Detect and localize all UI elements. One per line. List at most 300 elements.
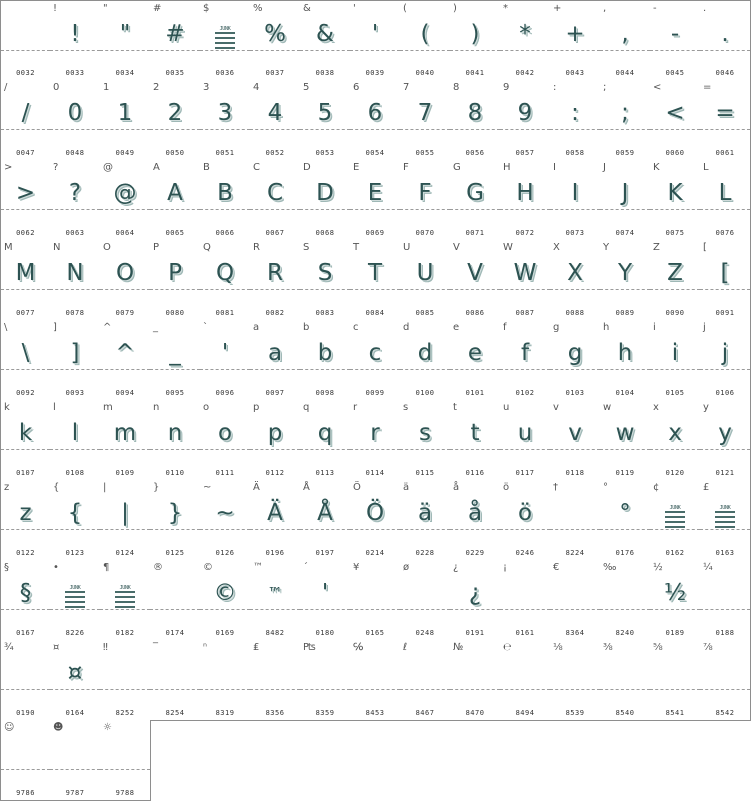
font-glyph: ; <box>621 100 629 126</box>
font-glyph: ¤ <box>67 660 83 686</box>
code-point-label: 8540 <box>615 709 635 717</box>
font-glyph: @ <box>113 180 137 206</box>
baseline-guide <box>150 129 200 130</box>
glyph-cell[interactable] <box>0 720 51 801</box>
baseline-guide <box>550 449 600 450</box>
glyph-cell[interactable] <box>150 0 201 81</box>
reference-character: a <box>253 322 260 333</box>
code-point-label: 8364 <box>565 629 585 637</box>
glyph-cell[interactable] <box>600 400 651 481</box>
glyph-cell[interactable] <box>50 240 101 321</box>
glyph-cell[interactable] <box>50 0 101 81</box>
glyph-cell[interactable] <box>50 560 101 641</box>
glyph-cell[interactable] <box>700 160 751 241</box>
glyph-cell[interactable] <box>0 240 51 321</box>
glyph-cell[interactable] <box>650 160 701 241</box>
glyph-cell[interactable] <box>200 0 251 81</box>
glyph-cell[interactable] <box>150 320 201 401</box>
font-glyph: | <box>121 500 129 526</box>
baseline-guide <box>50 129 100 130</box>
reference-character: ⁿ <box>203 642 207 653</box>
glyph-cell[interactable] <box>400 480 451 561</box>
baseline-guide <box>600 289 650 290</box>
baseline-guide <box>650 129 700 130</box>
code-point-label: 0079 <box>115 309 135 317</box>
glyph-cell[interactable] <box>400 0 451 81</box>
code-point-label: 0191 <box>465 629 485 637</box>
baseline-guide <box>50 209 100 210</box>
baseline-guide <box>600 449 650 450</box>
code-point-label: 0043 <box>565 69 585 77</box>
code-point-label: 0056 <box>465 149 485 157</box>
glyph-cell[interactable] <box>500 160 551 241</box>
glyph-cell[interactable] <box>700 640 751 721</box>
reference-character: 9 <box>503 82 510 93</box>
reference-character: E <box>353 162 360 173</box>
glyph-cell[interactable] <box>550 640 601 721</box>
code-point-label: 0073 <box>565 229 585 237</box>
glyph-cell[interactable] <box>50 80 101 161</box>
code-point-label: 0042 <box>515 69 535 77</box>
code-point-label: 0121 <box>715 469 735 477</box>
glyph-cell[interactable] <box>350 640 401 721</box>
reference-character: R <box>253 242 260 253</box>
font-glyph: U <box>416 260 434 286</box>
glyph-cell[interactable] <box>600 640 651 721</box>
glyph-cell[interactable] <box>450 160 501 241</box>
glyph-cell[interactable] <box>600 0 651 81</box>
missing-glyph-icon <box>665 505 685 531</box>
font-glyph: 8 <box>467 100 483 126</box>
glyph-cell[interactable] <box>700 240 751 321</box>
glyph-cell[interactable] <box>150 640 201 721</box>
code-point-label: 0167 <box>16 629 35 637</box>
code-point-label: 0189 <box>665 629 685 637</box>
code-point-label: 0086 <box>465 309 485 317</box>
font-glyph: w <box>615 420 635 446</box>
code-point-label: 0065 <box>165 229 185 237</box>
glyph-cell[interactable] <box>100 160 151 241</box>
code-point-label: 0169 <box>215 629 235 637</box>
code-point-label: 0091 <box>715 309 735 317</box>
code-point-label: 8224 <box>565 549 585 557</box>
font-glyph: H <box>516 180 534 206</box>
glyph-cell[interactable] <box>350 400 401 481</box>
reference-character: D <box>303 162 311 173</box>
code-point-label: 0048 <box>65 149 85 157</box>
code-point-label: 0037 <box>265 69 285 77</box>
glyph-cell[interactable] <box>700 320 751 401</box>
reference-character: @ <box>103 162 113 173</box>
reference-character: : <box>553 82 557 93</box>
font-glyph: ] <box>70 340 80 366</box>
reference-character: = <box>703 82 712 93</box>
font-glyph: q <box>317 420 333 446</box>
glyph-cell[interactable] <box>250 640 301 721</box>
font-glyph: z <box>19 500 32 526</box>
glyph-cell[interactable] <box>400 400 451 481</box>
code-point-label: 0105 <box>665 389 685 397</box>
baseline-guide <box>550 369 600 370</box>
glyph-cell[interactable] <box>300 80 351 161</box>
reference-character: * <box>503 3 508 14</box>
glyph-cell[interactable] <box>400 240 451 321</box>
glyph-cell[interactable] <box>650 640 701 721</box>
glyph-cell[interactable] <box>450 240 501 321</box>
glyph-cell[interactable] <box>500 400 551 481</box>
glyph-cell[interactable] <box>650 320 701 401</box>
glyph-cell[interactable] <box>450 400 501 481</box>
reference-character: b <box>303 322 310 333</box>
reference-character: _ <box>153 322 158 333</box>
code-point-label: 0041 <box>465 69 485 77</box>
baseline-guide <box>200 369 250 370</box>
code-point-label: 8359 <box>315 709 335 717</box>
glyph-cell[interactable] <box>350 480 401 561</box>
font-glyph: Ö <box>365 500 385 526</box>
font-glyph: ' <box>221 340 229 366</box>
reference-character: / <box>4 82 8 93</box>
glyph-cell[interactable] <box>250 560 301 641</box>
baseline-guide <box>400 689 450 690</box>
glyph-cell[interactable] <box>0 640 51 721</box>
reference-character: ® <box>153 562 163 573</box>
font-glyph: 2 <box>167 100 183 126</box>
baseline-guide <box>550 689 600 690</box>
missing-glyph-label: JUNK <box>219 26 231 32</box>
glyph-cell[interactable] <box>200 160 251 241</box>
glyph-cell[interactable] <box>150 160 201 241</box>
glyph-cell[interactable] <box>50 480 101 561</box>
glyph-cell[interactable] <box>0 0 51 81</box>
glyph-cell[interactable] <box>700 400 751 481</box>
glyph-cell[interactable] <box>550 320 601 401</box>
baseline-guide <box>450 449 500 450</box>
code-point-label: 0069 <box>365 229 385 237</box>
code-point-label: 0097 <box>265 389 285 397</box>
baseline-guide <box>700 449 750 450</box>
glyph-cell[interactable] <box>150 240 201 321</box>
baseline-guide <box>1 769 50 770</box>
glyph-cell[interactable] <box>700 0 751 81</box>
reference-character: z <box>4 482 10 493</box>
reference-character: ! <box>53 3 58 14</box>
reference-character: i <box>653 322 656 333</box>
code-point-label: 0067 <box>265 229 285 237</box>
glyph-cell[interactable] <box>300 560 351 641</box>
glyph-cell[interactable] <box>500 560 551 641</box>
font-glyph: T <box>367 260 383 286</box>
glyph-cell[interactable] <box>200 640 251 721</box>
reference-character: K <box>653 162 660 173</box>
glyph-cell[interactable] <box>550 160 601 241</box>
baseline-guide <box>450 369 500 370</box>
code-point-label: 0090 <box>665 309 685 317</box>
font-glyph: ' <box>321 580 329 606</box>
glyph-cell[interactable] <box>500 80 551 161</box>
glyph-cell[interactable] <box>250 240 301 321</box>
glyph-cell[interactable] <box>0 480 51 561</box>
reference-character: A <box>153 162 160 173</box>
reference-character: T <box>353 242 360 253</box>
baseline-guide <box>100 689 150 690</box>
glyph-cell[interactable] <box>350 240 401 321</box>
glyph-cell[interactable] <box>0 320 51 401</box>
glyph-cell[interactable] <box>50 320 101 401</box>
glyph-cell[interactable] <box>600 160 651 241</box>
baseline-guide <box>600 209 650 210</box>
reference-character: ; <box>603 82 607 93</box>
baseline-guide <box>350 289 400 290</box>
reference-character: " <box>103 3 108 14</box>
glyph-cell[interactable] <box>100 400 151 481</box>
glyph-cell[interactable] <box>200 560 251 641</box>
code-point-label: 0053 <box>315 149 335 157</box>
glyph-cell[interactable] <box>0 560 51 641</box>
glyph-cell[interactable] <box>100 560 151 641</box>
glyph-cell[interactable] <box>400 640 451 721</box>
font-glyph: ' <box>371 21 379 47</box>
glyph-cell[interactable] <box>450 320 501 401</box>
glyph-cell[interactable] <box>200 320 251 401</box>
glyph-cell[interactable] <box>300 0 351 81</box>
glyph-cell[interactable] <box>700 560 751 641</box>
reference-character: ° <box>603 482 608 493</box>
code-point-label: 0174 <box>165 629 185 637</box>
glyph-cell[interactable] <box>650 560 701 641</box>
reference-character: € <box>553 562 560 573</box>
glyph-cell[interactable] <box>500 320 551 401</box>
baseline-guide <box>400 609 450 610</box>
glyph-cell[interactable] <box>150 560 201 641</box>
glyph-cell[interactable] <box>600 320 651 401</box>
font-glyph: D <box>316 180 334 206</box>
glyph-cell[interactable] <box>0 80 51 161</box>
code-point-label: 0085 <box>415 309 435 317</box>
baseline-guide <box>550 50 600 51</box>
glyph-cell[interactable] <box>700 80 751 161</box>
glyph-cell[interactable] <box>250 480 301 561</box>
font-glyph: ) <box>470 21 480 47</box>
font-glyph: = <box>715 100 735 126</box>
reference-character: Q <box>203 242 211 253</box>
font-glyph: 1 <box>117 100 133 126</box>
glyph-cell[interactable] <box>650 240 701 321</box>
baseline-guide <box>250 529 300 530</box>
code-point-label: 0125 <box>165 549 185 557</box>
glyph-cell[interactable] <box>50 640 101 721</box>
glyph-cell[interactable] <box>200 80 251 161</box>
code-point-label: 0078 <box>65 309 85 317</box>
glyph-cell[interactable] <box>50 720 101 801</box>
reference-character: 4 <box>253 82 260 93</box>
reference-character: m <box>103 402 113 413</box>
glyph-cell[interactable] <box>550 80 601 161</box>
missing-glyph-label: JUNK <box>669 505 681 511</box>
glyph-cell[interactable] <box>100 720 151 801</box>
glyph-cell[interactable] <box>500 240 551 321</box>
glyph-cell[interactable] <box>300 160 351 241</box>
baseline-guide <box>100 369 150 370</box>
glyph-cell[interactable] <box>300 480 351 561</box>
glyph-cell[interactable] <box>450 560 501 641</box>
glyph-cell[interactable] <box>300 240 351 321</box>
glyph-cell[interactable] <box>200 240 251 321</box>
font-glyph: 7 <box>417 100 433 126</box>
glyph-cell[interactable] <box>650 80 701 161</box>
code-point-label: 0176 <box>615 549 635 557</box>
glyph-cell[interactable] <box>100 240 151 321</box>
reference-character: Y <box>603 242 610 253</box>
reference-character: e <box>453 322 460 333</box>
glyph-cell[interactable] <box>300 640 351 721</box>
baseline-guide <box>350 609 400 610</box>
code-point-label: 0180 <box>315 629 335 637</box>
baseline-guide <box>200 529 250 530</box>
glyph-cell[interactable] <box>200 400 251 481</box>
code-point-label: 0057 <box>515 149 535 157</box>
glyph-cell[interactable] <box>500 640 551 721</box>
code-point-label: 0092 <box>16 389 35 397</box>
glyph-cell[interactable] <box>250 320 301 401</box>
reference-character: Ö <box>353 482 361 493</box>
glyph-cell[interactable] <box>650 400 701 481</box>
code-point-label: 0064 <box>115 229 135 237</box>
glyph-cell[interactable] <box>350 80 401 161</box>
baseline-guide <box>600 529 650 530</box>
baseline-guide <box>450 50 500 51</box>
glyph-cell[interactable] <box>400 160 451 241</box>
glyph-cell[interactable] <box>150 80 201 161</box>
baseline-guide <box>200 129 250 130</box>
code-point-label: 0096 <box>215 389 235 397</box>
glyph-cell[interactable] <box>600 80 651 161</box>
glyph-cell[interactable] <box>550 240 601 321</box>
glyph-cell[interactable] <box>400 80 451 161</box>
glyph-cell[interactable] <box>500 480 551 561</box>
code-point-label: 0101 <box>465 389 485 397</box>
code-point-label: 0074 <box>615 229 635 237</box>
baseline-guide <box>300 129 350 130</box>
glyph-cell[interactable] <box>450 480 501 561</box>
code-point-label: 0087 <box>515 309 535 317</box>
glyph-cell[interactable] <box>150 400 201 481</box>
glyph-cell[interactable] <box>600 240 651 321</box>
font-glyph: ä <box>417 500 433 526</box>
glyph-cell[interactable] <box>250 80 301 161</box>
font-glyph: © <box>213 580 237 606</box>
glyph-cell[interactable] <box>100 320 151 401</box>
baseline-guide <box>150 529 200 530</box>
code-point-label: 0060 <box>665 149 685 157</box>
glyph-cell[interactable] <box>650 0 701 81</box>
glyph-cell[interactable] <box>350 560 401 641</box>
glyph-cell[interactable] <box>250 0 301 81</box>
font-glyph: 3 <box>217 100 233 126</box>
reference-character: M <box>4 242 13 253</box>
glyph-cell[interactable] <box>350 160 401 241</box>
font-glyph: o <box>217 420 233 446</box>
reference-character: ¤ <box>53 642 60 653</box>
glyph-cell[interactable] <box>50 400 101 481</box>
glyph-cell[interactable] <box>100 0 151 81</box>
glyph-cell[interactable] <box>550 480 601 561</box>
reference-character: u <box>503 402 510 413</box>
baseline-guide <box>450 289 500 290</box>
glyph-cell[interactable] <box>250 160 301 241</box>
baseline-guide <box>400 529 450 530</box>
glyph-cell[interactable] <box>600 480 651 561</box>
baseline-guide <box>450 609 500 610</box>
code-point-label: 0162 <box>665 549 685 557</box>
glyph-cell[interactable] <box>50 160 101 241</box>
reference-character: ¼ <box>703 562 713 573</box>
glyph-cell[interactable] <box>450 0 501 81</box>
baseline-guide <box>550 609 600 610</box>
code-point-label: 0070 <box>415 229 435 237</box>
reference-character: J <box>603 162 606 173</box>
glyph-cell[interactable] <box>700 480 751 561</box>
glyph-cell[interactable] <box>200 480 251 561</box>
font-glyph: } <box>167 500 183 526</box>
glyph-cell[interactable] <box>450 80 501 161</box>
code-point-label: 0117 <box>515 469 535 477</box>
glyph-cell[interactable] <box>350 320 401 401</box>
glyph-cell[interactable] <box>400 320 451 401</box>
missing-glyph-icon <box>215 26 235 52</box>
baseline-guide <box>200 689 250 690</box>
reference-character: 6 <box>353 82 360 93</box>
glyph-cell[interactable] <box>0 400 51 481</box>
font-glyph: M <box>15 260 36 286</box>
glyph-cell[interactable] <box>100 640 151 721</box>
glyph-cell[interactable] <box>550 560 601 641</box>
reference-character: F <box>403 162 409 173</box>
glyph-cell[interactable] <box>300 400 351 481</box>
glyph-cell[interactable] <box>350 0 401 81</box>
baseline-guide <box>650 369 700 370</box>
reference-character: c <box>353 322 359 333</box>
glyph-cell[interactable] <box>450 640 501 721</box>
glyph-cell[interactable] <box>500 0 551 81</box>
glyph-cell[interactable] <box>100 480 151 561</box>
baseline-guide <box>300 609 350 610</box>
baseline-guide <box>350 129 400 130</box>
glyph-cell[interactable] <box>250 400 301 481</box>
code-point-label: 0182 <box>115 629 135 637</box>
baseline-guide <box>500 609 550 610</box>
glyph-cell[interactable] <box>300 320 351 401</box>
baseline-guide <box>300 289 350 290</box>
baseline-guide <box>1 50 50 51</box>
glyph-cell[interactable] <box>600 560 651 641</box>
code-point-label: 0040 <box>415 69 435 77</box>
baseline-guide <box>300 50 350 51</box>
code-point-label: 0197 <box>315 549 335 557</box>
glyph-cell[interactable] <box>400 560 451 641</box>
reference-character: H <box>503 162 511 173</box>
baseline-guide <box>500 289 550 290</box>
glyph-cell[interactable] <box>650 480 701 561</box>
reference-character: ¥ <box>353 562 360 573</box>
glyph-cell[interactable] <box>550 400 601 481</box>
code-point-label: 0108 <box>65 469 85 477</box>
glyph-cell[interactable] <box>150 480 201 561</box>
glyph-cell[interactable] <box>100 80 151 161</box>
glyph-cell[interactable] <box>0 160 51 241</box>
glyph-cell[interactable] <box>550 0 601 81</box>
reference-character: W <box>503 242 513 253</box>
